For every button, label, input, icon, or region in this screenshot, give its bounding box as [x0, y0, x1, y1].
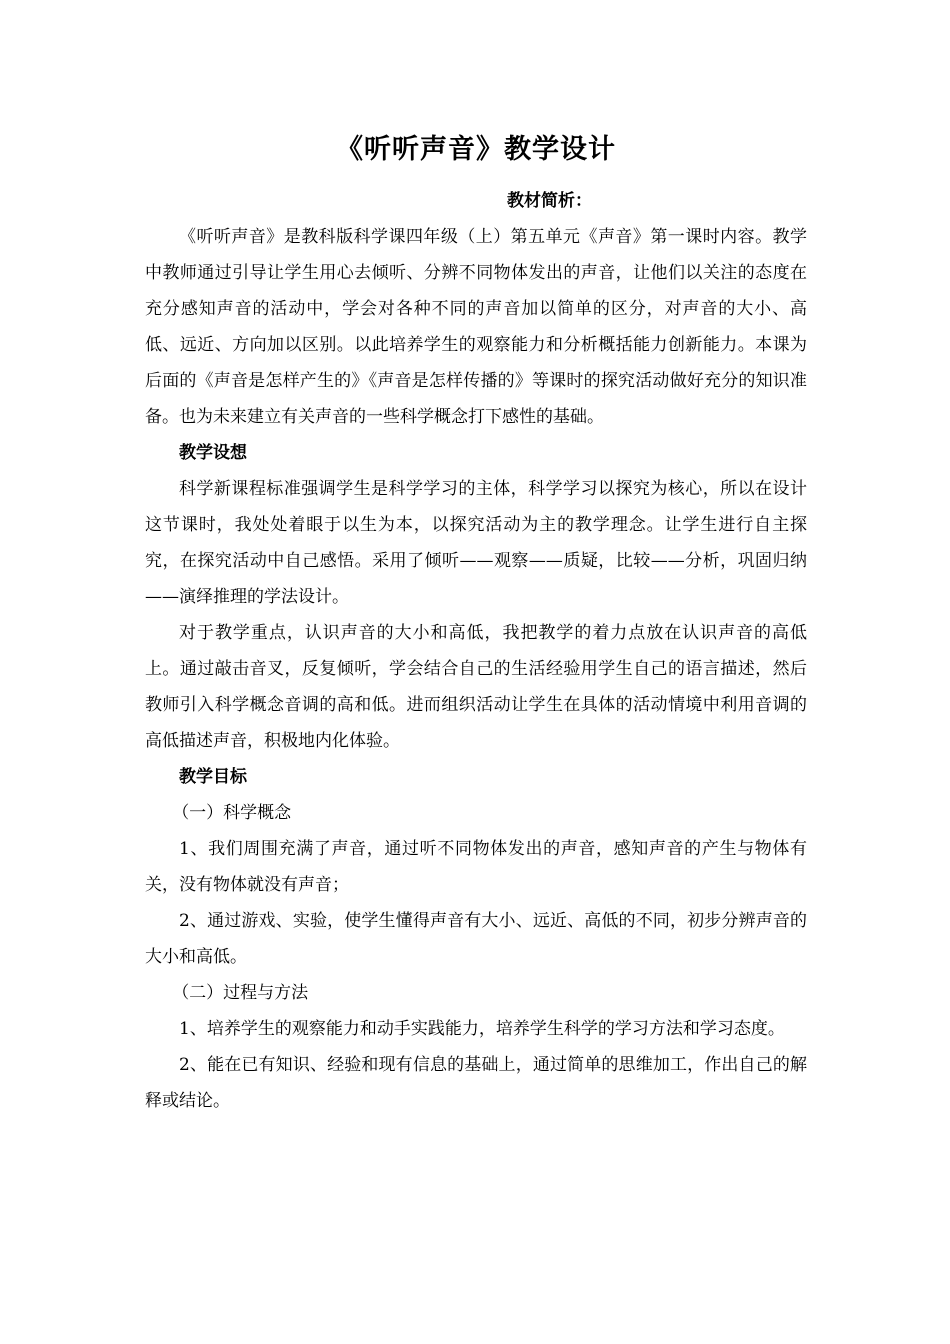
list-item-concept-2: 2、通过游戏、实验，使学生懂得声音有大小、远近、高低的不同，初步分辨声音的大小和高低。 — [145, 911, 807, 967]
section-heading-goals: 教学目标 — [179, 767, 247, 787]
subheading-process-methods: （二）过程与方法 — [172, 983, 309, 1003]
document-body — [145, 183, 807, 1119]
subheading-science-concepts: （一）科学概念 — [172, 803, 292, 823]
paragraph-material: 《听听声音》是教科版科学课四年级（上）第五单元《声音》第一课时内容。教学中教师通过引导让学生用心去倾听、分辨不同物体发出的声音，让他们以关注的态度在充分感知声音的活动中，学会对各种不同的声音加以简单的区分，对声音的大小、高低、远近、方向加以区别。以此培养学生的观察能力和分析概括能力创新能力。本课为后面的《声音是怎样产生的》《声音是怎样传播的》等课时的探究活动做好充分的知识准备。也为未来建立有关声音的一些科学概念打下感性的基础。 — [145, 227, 807, 427]
list-item-method-2: 2、能在已有知识、经验和现有信息的基础上，通过简单的思维加工，作出自己的解释或结论。 — [145, 1055, 807, 1111]
section-heading-design: 教学设想 — [179, 443, 247, 463]
list-item-concept-1: 1、我们周围充满了声音，通过听不同物体发出的声音，感知声音的产生与物体有关，没有物体就没有声音； — [145, 839, 807, 895]
document-title: 《听听声音》教学设计 — [336, 134, 616, 165]
paragraph-design-2: 对于教学重点，认识声音的大小和高低，我把教学的着力点放在认识声音的高低上。通过敲击音叉，反复倾听，学会结合自己的生活经验用学生自己的语言描述，然后教师引入科学概念音调的高和低。进而组织活动让学生在具体的活动情境中利用音调的高低描述声音，积极地内化体验。 — [145, 623, 807, 751]
list-item-method-1: 1、培养学生的观察能力和动手实践能力，培养学生科学的学习方法和学习态度。 — [179, 1019, 785, 1039]
section-heading-material: 教材简析： — [507, 191, 592, 211]
paragraph-design-1: 科学新课程标准强调学生是科学学习的主体，科学学习以探究为核心，所以在设计这节课时，我处处着眼于以生为本，以探究活动为主的教学理念。让学生进行自主探究，在探究活动中自己感悟。采用了倾听——观察——质疑，比较——分析，巩固归纳——演绎推理的学法设计。 — [145, 479, 807, 607]
